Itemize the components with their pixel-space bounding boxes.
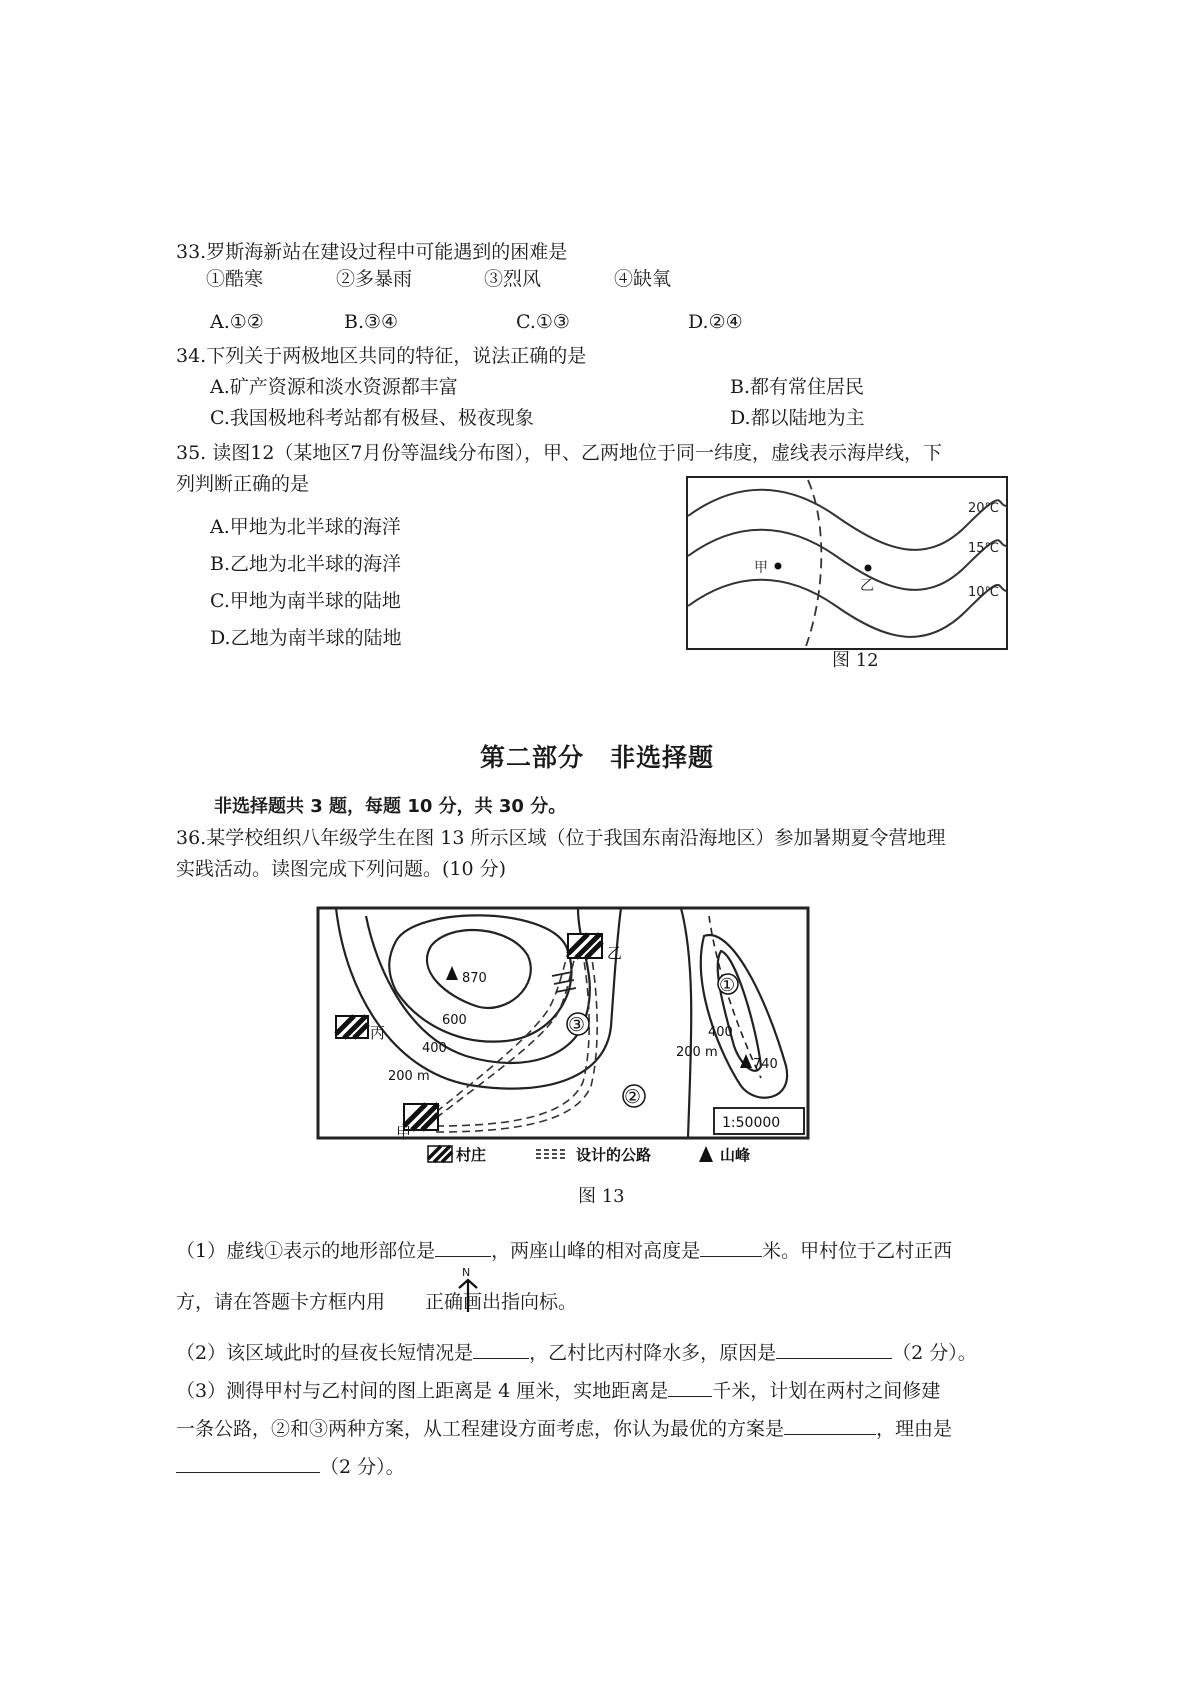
- contour-label-870: 870: [462, 971, 487, 986]
- q36-blank-reason[interactable]: [176, 1454, 320, 1473]
- q36-sub1-a: （1）虚线①表示的地形部位是: [176, 1240, 436, 1262]
- figure-13-contour-map: [316, 906, 814, 1168]
- contour-label-600: 600: [442, 1013, 467, 1028]
- village-bing-label: 丙: [370, 1024, 386, 1042]
- q35-option-a: A.甲地为北半球的海洋: [210, 516, 401, 538]
- contour-label-200: 200 m: [388, 1069, 430, 1084]
- contour-400-right: [701, 935, 787, 1098]
- q36-sub1-d: 方，请在答题卡方框内用: [176, 1291, 386, 1313]
- scale-label: 1:50000: [722, 1115, 781, 1131]
- q35-option-d: D.乙地为南半球的陆地: [210, 627, 402, 649]
- road-option-3: [426, 936, 581, 1126]
- q36-sub1-c: 米。甲村位于乙村正西: [762, 1240, 953, 1262]
- q33-item-4: ④缺氧: [614, 268, 672, 290]
- q36-blank-best-plan[interactable]: [784, 1416, 876, 1435]
- marker-2: ②: [624, 1086, 642, 1108]
- legend-village: 村庄: [456, 1146, 487, 1164]
- q33-option-d: D.②④: [688, 311, 743, 333]
- figure-12-isotherm-map: [686, 476, 1008, 650]
- q36-blank-precip-reason[interactable]: [776, 1340, 892, 1359]
- legend-road: 设计的公路: [576, 1146, 652, 1164]
- q36-blank-landform[interactable]: [435, 1238, 491, 1257]
- village-yi: [568, 934, 602, 958]
- q35-option-c: C.甲地为南半球的陆地: [210, 590, 401, 612]
- point-jia: [775, 563, 782, 570]
- q34-option-c: C.我国极地科考站都有极昼、极夜现象: [210, 407, 534, 429]
- q33-item-1: ①酷寒: [206, 268, 264, 290]
- isotherm-10-label: 10℃: [968, 585, 1000, 600]
- contour-label-400: 400: [422, 1041, 447, 1056]
- legend-village-symbol: [428, 1146, 452, 1162]
- north-arrow-label: N: [462, 1266, 471, 1279]
- part2-note: 非选择题共 3 题，每题 10 分，共 30 分。: [214, 796, 567, 817]
- contour-label-740: 740: [753, 1057, 778, 1072]
- village-bing: [336, 1016, 368, 1038]
- point-yi: [865, 565, 872, 572]
- q33-item-3: ③烈风: [484, 268, 542, 290]
- contour-label-200-right: 200 m: [676, 1045, 718, 1060]
- q36-sub3-a: （3）测得甲村与乙村间的图上距离是 4 厘米，实地距离是: [176, 1380, 669, 1402]
- q33-item-2: ②多暴雨: [336, 268, 413, 290]
- point-yi-label: 乙: [860, 578, 874, 594]
- figure-12-caption: 图 12: [832, 650, 879, 671]
- q36-sub2-c: （2 分）。: [892, 1342, 977, 1364]
- q35-stem-line2: 列判断正确的是: [176, 473, 310, 495]
- q36-sub3-e: （2 分）。: [320, 1456, 405, 1478]
- contour-label-400-right: 400: [708, 1025, 733, 1040]
- isotherm-20-label: 20℃: [968, 501, 1000, 516]
- part2-title: 第二部分 非选择题: [480, 743, 715, 772]
- q36-sub3-b: 千米，计划在两村之间修建: [712, 1380, 941, 1402]
- q36-sub1-line1: [176, 1238, 952, 1263]
- q33-stem: 33.罗斯海新站在建设过程中可能遇到的困难是: [176, 241, 568, 263]
- q36-sub3-line1: [176, 1378, 940, 1403]
- q36-sub3-d: ，理由是: [876, 1418, 953, 1440]
- contour-200-right: [681, 908, 691, 1138]
- legend-road-symbol: [536, 1150, 568, 1158]
- q36-stem-line1: 36.某学校组织八年级学生在图 13 所示区域（位于我国东南沿海地区）参加暑期夏令营地理: [176, 827, 946, 849]
- peak-870: [446, 966, 458, 980]
- marker-3: ③: [568, 1014, 586, 1036]
- point-jia-label: 甲: [754, 560, 768, 576]
- legend-peak: 山峰: [720, 1146, 751, 1164]
- figure-13-caption: 图 13: [578, 1186, 625, 1207]
- isotherm-10: [688, 580, 1006, 637]
- q34-option-b: B.都有常住居民: [730, 376, 865, 398]
- q34-option-d: D.都以陆地为主: [730, 407, 865, 429]
- village-jia-label: 甲: [396, 1124, 412, 1142]
- q36-sub3-line3: [176, 1454, 405, 1479]
- q36-sub2-b: ，乙村比丙村降水多，原因是: [529, 1342, 777, 1364]
- q36-sub3-c: 一条公路，②和③两种方案，从工程建设方面考虑，你认为最优的方案是: [176, 1418, 785, 1440]
- q36-blank-day-night[interactable]: [473, 1340, 529, 1359]
- q34-option-a: A.矿产资源和淡水资源都丰富: [210, 376, 458, 398]
- q35-stem-line1: 35. 读图12（某地区7月份等温线分布图），甲、乙两地位于同一纬度，虚线表示海岸线，下: [176, 442, 943, 464]
- isotherm-20: [688, 490, 1006, 550]
- q35-option-b: B.乙地为北半球的海洋: [210, 553, 402, 575]
- q36-sub3-line2: [176, 1416, 952, 1441]
- q33-option-c: C.①③: [516, 311, 570, 333]
- legend-peak-symbol: [699, 1146, 713, 1162]
- q36-stem-line2: 实践活动。读图完成下列问题。(10 分): [176, 858, 507, 880]
- road-option-2-b: [436, 938, 589, 1126]
- q36-sub2-line: [176, 1340, 977, 1365]
- q36-sub2-a: （2）该区域此时的昼夜长短情况是: [176, 1342, 474, 1364]
- q33-option-b: B.③④: [344, 311, 399, 333]
- contour-870: [427, 930, 531, 1008]
- isotherm-15: [688, 530, 1006, 590]
- q36-sub1-b: ，两座山峰的相对高度是: [491, 1240, 701, 1262]
- q33-option-a: A.①②: [210, 311, 264, 333]
- q36-sub1-e: 正确画出指向标。: [425, 1291, 578, 1313]
- q36-sub1-line2: [176, 1290, 577, 1314]
- village-yi-label: 乙: [607, 944, 623, 962]
- marker-1: ①: [719, 975, 736, 996]
- north-arrow-icon: [455, 1266, 481, 1314]
- contour-740-inner: [718, 951, 761, 1071]
- q34-stem: 34.下列关于两极地区共同的特征，说法正确的是: [176, 345, 587, 367]
- q36-blank-relative-height[interactable]: [700, 1238, 762, 1257]
- isotherm-15-label: 15℃: [968, 541, 1000, 556]
- q36-blank-distance[interactable]: [668, 1378, 712, 1397]
